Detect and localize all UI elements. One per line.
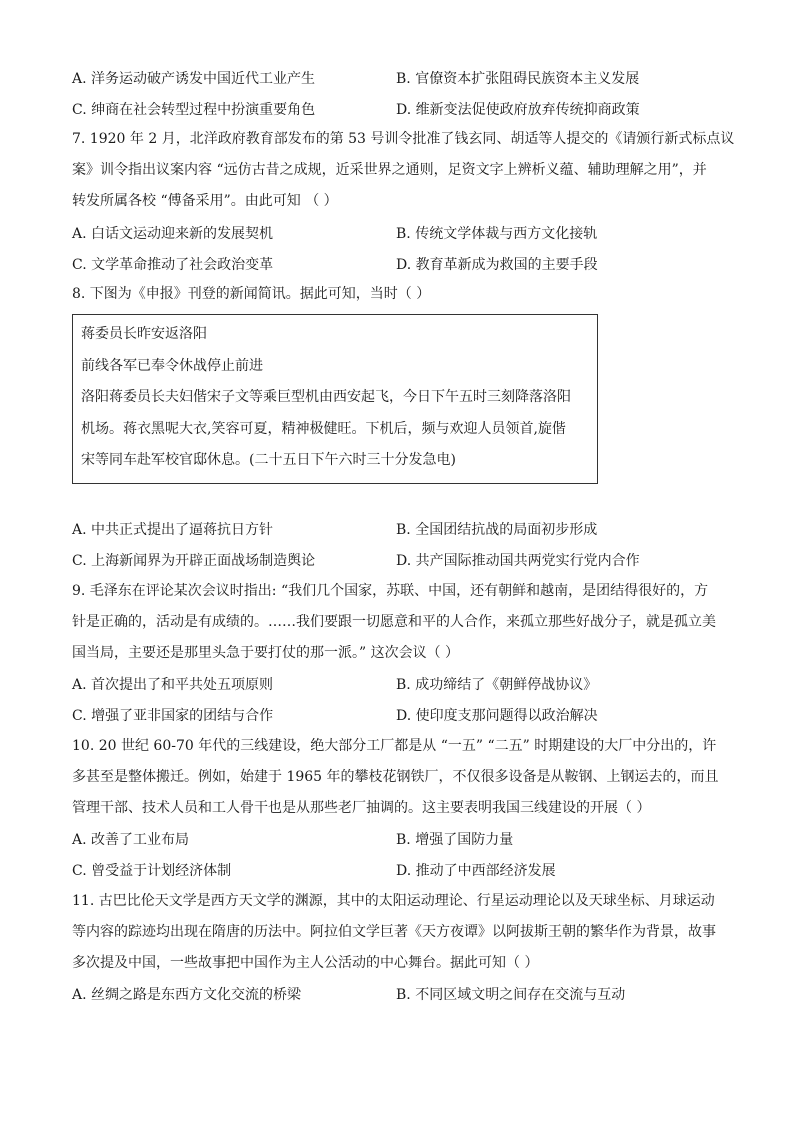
q10-option-c: C. 曾受益于计划经济体制 (72, 863, 232, 879)
q9-options-row-2 (72, 700, 722, 731)
q9-stem (72, 576, 722, 669)
q7-options-row-1 (72, 217, 722, 248)
q9-option-c: C. 增强了亚非国家的团结与合作 (72, 708, 274, 724)
news-subheadline: 前线各军已奉令休战停止前进 (81, 357, 263, 374)
news-body-line: 洛阳蒋委员长夫妇偕宋子文等乘巨型机由西安起飞，今日下午五时三刻降落洛阳 (81, 389, 571, 405)
q9-option-d: D. 使印度支那问题得以政治解决 (396, 708, 598, 724)
q11-stem-line: 等内容的踪迹均出现在隋唐的历法中。阿拉伯文学巨著《天方夜谭》以阿拔斯王朝的繁华作为背景，故事 (72, 923, 716, 940)
q10-stem (72, 731, 722, 824)
q11-stem-line: 11. 古巴比伦天文学是西方天文学的渊源，其中的太阳运动理论、行星运动理论以及天球坐标、月球运动 (72, 892, 715, 909)
q11-stem (72, 886, 722, 979)
q7-option-d: D. 教育革新成为救国的主要手段 (396, 256, 598, 273)
q10-options-row-1 (72, 824, 722, 855)
q7-stem-line: 案》训令指出议案内容 “远仿古昔之成规，近采世界之通则，足资文字上辨析义蕴、辅助理解之用”，并 (72, 162, 707, 178)
q7-stem-line: 转发所属各校 “傅备采用”。由此可知 （ ） (72, 193, 338, 209)
q7-option-b: B. 传统文学体裁与西方文化接轨 (396, 225, 598, 242)
q6-option-a: A. 洋务运动破产诱发中国近代工业产生 (72, 70, 316, 87)
q8-news-box (72, 314, 598, 484)
q7-option-a: A. 白话文运动迎来新的发展契机 (72, 225, 274, 242)
q10-stem-line: 管理干部、技术人员和工人骨干也是从那些老厂抽调的。这主要表明我国三线建设的开展（ ） (72, 799, 651, 816)
q8-option-c: C. 上海新闻界为开辟正面战场制造舆论 (72, 553, 316, 569)
exam-page (72, 62, 735, 1010)
q9-stem-line: 国当局，主要还是那里头急于要打仗的那一派。” 这次会议（ ） (72, 644, 460, 661)
q6-option-c: C. 绅商在社会转型过程中扮演重要角色 (72, 101, 316, 118)
q6-options-row-1 (72, 62, 722, 93)
q6-option-b: B. 官僚资本扩张阻碍民族资本主义发展 (396, 70, 640, 87)
q6-options-row-2 (72, 93, 722, 124)
q9-stem-line: 9. 毛泽东在评论某次会议时指出: “我们几个国家，苏联、中国，还有朝鲜和越南，是团结得很好的，方 (72, 582, 709, 599)
news-headline: 蒋委员长昨安返洛阳 (81, 326, 207, 342)
q11-stem-line: 多次提及中国，一些故事把中国作为主人公活动的中心舞台。据此可知（ ） (72, 954, 539, 971)
q9-option-b: B. 成功缔结了《朝鲜停战协议》 (396, 677, 598, 693)
q8-options-row-2 (72, 545, 722, 576)
q10-option-d: D. 推动了中西部经济发展 (396, 863, 556, 879)
q8-options-row-1 (72, 514, 722, 545)
q9-stem-line: 针是正确的，活动是有成绩的。……我们要跟一切愿意和平的人合作，来孤立那些好战分子，就是孤立美 (72, 613, 716, 630)
q10-stem-line: 多甚至是整体搬迁。例如，始建于 1965 年的攀枝花钢铁厂，不仅很多设备是从鞍钢、上钢运去的，而且 (72, 768, 719, 785)
q8-option-b: B. 全国团结抗战的局面初步形成 (396, 522, 598, 538)
q8-option-a: A. 中共正式提出了逼蒋抗日方针 (72, 522, 274, 538)
q10-stem-line: 10. 20 世纪 60-70 年代的三线建设，绝大部分工厂都是从 “一五” “二五” 时期建设的大厂中分出的，许 (72, 737, 717, 754)
q8-stem: 8. 下图为《申报》刊登的新闻简讯。据此可知，当时（ ） (72, 286, 431, 302)
q10-options-row-2 (72, 855, 722, 886)
q9-options-row-1 (72, 669, 722, 700)
q6-option-d: D. 维新变法促使政府放弃传统抑商政策 (396, 101, 640, 118)
q11-options-row-1 (72, 979, 722, 1010)
q9-option-a: A. 首次提出了和平共处五项原则 (72, 677, 274, 693)
q11-option-b: B. 不同区域文明之间存在交流与互动 (396, 987, 626, 1003)
q11-option-a: A. 丝绸之路是东西方文化交流的桥梁 (72, 987, 302, 1003)
q7-option-c: C. 文学革命推动了社会政治变革 (72, 256, 274, 273)
news-body-line: 宋等同车赴军校官邸休息。(二十五日下午六时三十分发急电) (81, 452, 456, 468)
q8-option-d: D. 共产国际推动国共两党实行党内合作 (396, 553, 640, 569)
q7-stem-line: 7. 1920 年 2 月，北洋政府教育部发布的第 53 号训令批准了钱玄同、胡适等人提交的《请颁行新式标点议 (72, 131, 735, 147)
q7-stem (72, 124, 735, 217)
q10-option-a: A. 改善了工业布局 (72, 832, 190, 848)
news-body-line: 机场。蒋衣黑呢大衣,笑容可夏，精神极健旺。下机后，频与欢迎人员领首,旋偕 (81, 420, 566, 437)
q7-options-row-2 (72, 248, 722, 279)
q10-option-b: B. 增强了国防力量 (396, 832, 514, 848)
